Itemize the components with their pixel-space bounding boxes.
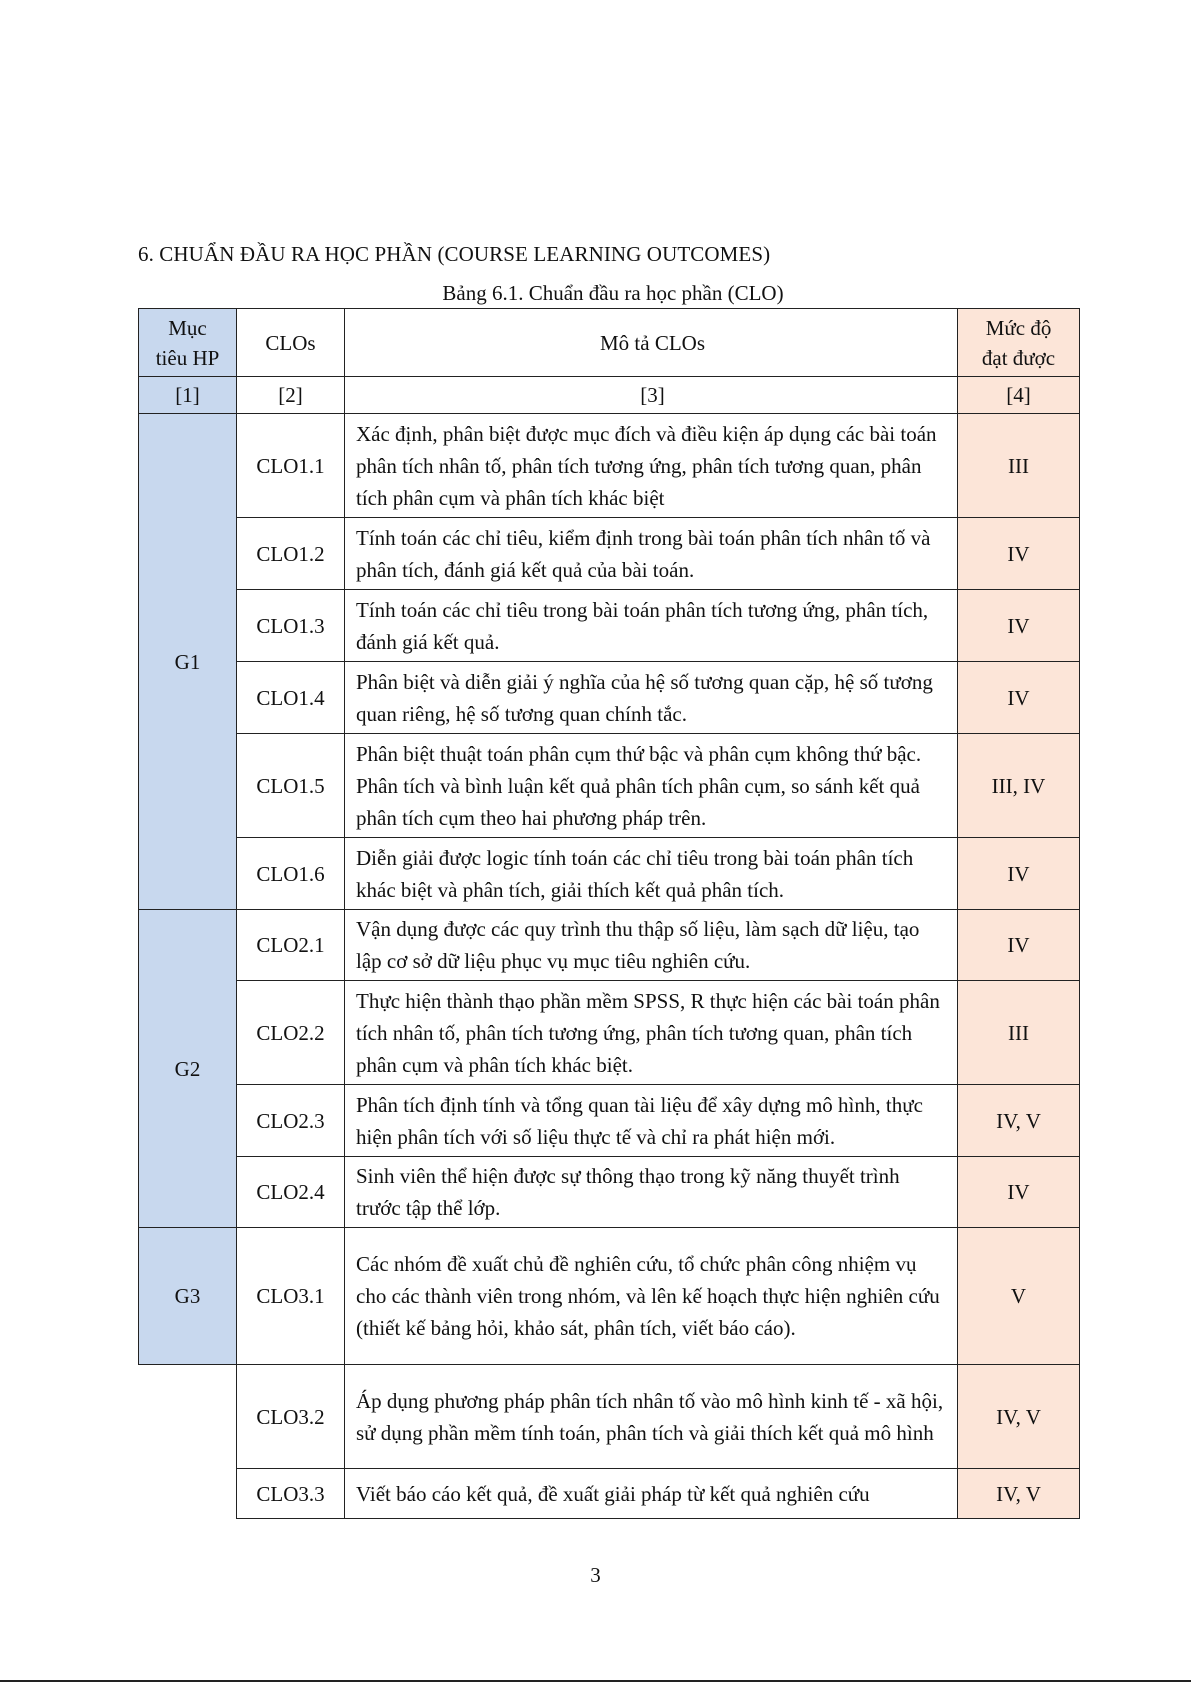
index-clo: [2] [237,377,345,414]
clo-level: IV [958,1157,1080,1228]
clo-level: IV [958,590,1080,662]
bottom-divider [0,1680,1191,1682]
clo-code: CLO2.2 [237,981,345,1085]
clo-level: IV [958,662,1080,734]
table-row [139,1469,1080,1519]
header-goal-label: Mục tiêu HP [155,315,220,370]
clo-code: CLO1.6 [237,838,345,910]
table-header-row [139,309,1080,377]
goal-g1: G1 [139,414,237,910]
clo-level: IV, V [958,1085,1080,1157]
table-caption: Bảng 6.1. Chuẩn đầu ra học phần (CLO) [442,281,784,305]
header-level [958,309,1080,377]
table-row [139,518,1080,590]
clo-description: Vận dụng được các quy trình thu thập số liệu, làm sạch dữ liệu, tạo lập cơ sở dữ liệu phục vụ mục tiêu nghiên cứu. [345,910,958,981]
clo-level: IV [958,838,1080,910]
clo-level: IV, V [958,1365,1080,1469]
clo-level: V [958,1228,1080,1365]
empty-goal-cell [139,1365,237,1519]
table-row [139,1365,1080,1469]
header-goal [139,309,237,377]
index-desc: [3] [345,377,958,414]
clo-code: CLO1.5 [237,734,345,838]
clo-code: CLO1.4 [237,662,345,734]
clo-description: Phân tích định tính và tổng quan tài liệu để xây dựng mô hình, thực hiện phân tích với số liệu thực tế và chỉ ra phát hiện mới. [345,1085,958,1157]
clo-description: Xác định, phân biệt được mục đích và điều kiện áp dụng các bài toán phân tích nhân tố, phân tích tương ứng, phân tích tương quan, phân tích phân cụm và phân tích khác biệt [345,414,958,518]
index-level: [4] [958,377,1080,414]
table-row [139,981,1080,1085]
clo-description: Thực hiện thành thạo phần mềm SPSS, R thực hiện các bài toán phân tích nhân tố, phân tích tương ứng, phân tích tương quan, phân tích phân cụm và phân tích khác biệt. [345,981,958,1085]
header-level-label: Mức độ đạt được [981,315,1056,370]
table-row [139,1157,1080,1228]
clo-code: CLO3.2 [237,1365,345,1469]
index-row [139,377,1080,414]
index-goal: [1] [139,377,237,414]
table-row [139,1228,1080,1365]
clo-table [138,308,1080,1519]
table-row [139,910,1080,981]
clo-level: IV [958,910,1080,981]
clo-description: Viết báo cáo kết quả, đề xuất giải pháp từ kết quả nghiên cứu [345,1469,958,1519]
goal-g2: G2 [139,910,237,1228]
clo-level: IV, V [958,1469,1080,1519]
clo-code: CLO3.3 [237,1469,345,1519]
clo-description: Phân biệt và diễn giải ý nghĩa của hệ số tương quan cặp, hệ số tương quan riêng, hệ số tương quan chính tắc. [345,662,958,734]
section-heading: 6. CHUẨN ĐẦU RA HỌC PHẦN (COURSE LEARNING OUTCOMES) [138,242,771,266]
clo-level: III [958,981,1080,1085]
clo-code: CLO2.4 [237,1157,345,1228]
clo-code: CLO1.2 [237,518,345,590]
clo-code: CLO3.1 [237,1228,345,1365]
table-row [139,414,1080,518]
clo-code: CLO2.3 [237,1085,345,1157]
clo-code: CLO1.1 [237,414,345,518]
header-desc: Mô tả CLOs [345,309,958,377]
table-row [139,734,1080,838]
page-number: 3 [590,1563,601,1587]
clo-description: Tính toán các chỉ tiêu trong bài toán phân tích tương ứng, phân tích, đánh giá kết quả. [345,590,958,662]
clo-code: CLO2.1 [237,910,345,981]
clo-description: Phân biệt thuật toán phân cụm thứ bậc và phân cụm không thứ bậc. Phân tích và bình luận kết quả phân tích phân cụm, so sánh kết quả phân tích cụm theo hai phương pháp trên. [345,734,958,838]
clo-level: III [958,414,1080,518]
clo-code: CLO1.3 [237,590,345,662]
goal-g3: G3 [139,1228,237,1365]
clo-description: Diễn giải được logic tính toán các chỉ tiêu trong bài toán phân tích khác biệt và phân tích, giải thích kết quả phân tích. [345,838,958,910]
clo-description: Áp dụng phương pháp phân tích nhân tố vào mô hình kinh tế - xã hội, sử dụng phần mềm tính toán, phân tích và giải thích kết quả mô hình [345,1365,958,1469]
header-clo: CLOs [237,309,345,377]
clo-level: IV [958,518,1080,590]
table-row [139,590,1080,662]
table-row [139,838,1080,910]
clo-level: III, IV [958,734,1080,838]
clo-description: Sinh viên thể hiện được sự thông thạo trong kỹ năng thuyết trình trước tập thể lớp. [345,1157,958,1228]
table-row [139,662,1080,734]
table-row [139,1085,1080,1157]
clo-description: Các nhóm đề xuất chủ đề nghiên cứu, tổ chức phân công nhiệm vụ cho các thành viên trong nhóm, và lên kế hoạch thực hiện nghiên cứu (thiết kế bảng hỏi, khảo sát, phân tích, viết báo cáo). [345,1228,958,1365]
clo-description: Tính toán các chỉ tiêu, kiểm định trong bài toán phân tích nhân tố và phân tích, đánh giá kết quả của bài toán. [345,518,958,590]
